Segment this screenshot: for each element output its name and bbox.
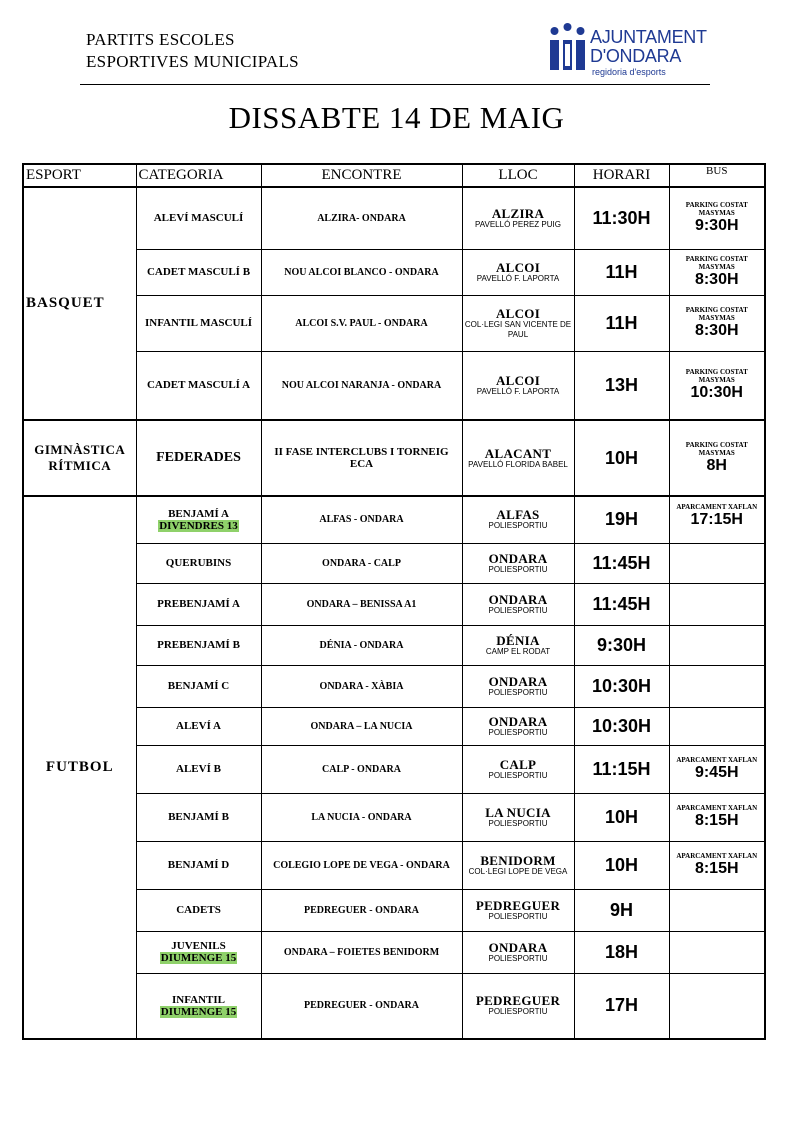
- bus-cell: [669, 351, 765, 420]
- logo-line-3: regidoria d'esports: [592, 67, 666, 77]
- bus-location: PARKING COSTAT MASYMAS: [685, 255, 748, 271]
- bus-cell: [669, 889, 765, 931]
- bus-cell: [669, 249, 765, 295]
- categoria-name: INFANTIL: [172, 993, 225, 1006]
- logo-line-1: AJUNTAMENT: [590, 27, 707, 47]
- lloc-cell: [462, 745, 574, 793]
- bus-time: 8H: [706, 457, 727, 474]
- categoria-date-badge: DIVENDRES 13: [159, 519, 238, 532]
- lloc-name: ALCOI: [495, 259, 541, 275]
- bus-cell: [669, 745, 765, 793]
- lloc-name: BENIDORM: [480, 852, 556, 868]
- categoria-cell: PREBENJAMÍ A: [136, 583, 261, 625]
- bus-location: APARCAMENT XAFLAN: [676, 503, 758, 511]
- bus-location: PARKING COSTAT MASYMAS: [685, 306, 748, 322]
- bus-location: PARKING COSTAT MASYMAS: [685, 201, 748, 218]
- encontre-cell: II FASE INTERCLUBS I TORNEIG ECA: [261, 420, 462, 496]
- sport-gimnastica: [23, 420, 136, 496]
- lloc-cell: [462, 496, 574, 543]
- categoria-cell: CADET MASCULÍ A: [136, 351, 261, 420]
- lloc-cell: [462, 889, 574, 931]
- horari-cell: 10:30H: [574, 665, 669, 707]
- encontre-cell: ONDARA - CALP: [261, 543, 462, 583]
- categoria-name: JUVENILS: [171, 940, 226, 952]
- encontre-cell: ALCOI S.V. PAUL - ONDARA: [261, 295, 462, 351]
- horari-cell: 11:45H: [574, 543, 669, 583]
- horari-cell: 10H: [574, 793, 669, 841]
- categoria-cell: BENJAMÍ D: [136, 841, 261, 889]
- encontre-cell: ONDARA – LA NUCIA: [261, 707, 462, 745]
- lloc-cell: [462, 931, 574, 973]
- sport-gimnastica-line-1: GIMNÀSTICA: [34, 442, 126, 457]
- categoria-cell: FEDERADES: [136, 420, 261, 496]
- lloc-name: CALP: [499, 756, 537, 772]
- bus-time: 9:30H: [694, 217, 739, 235]
- horari-cell: 11:30H: [574, 187, 669, 249]
- bus-location: APARCAMENT XAFLAN: [676, 804, 758, 812]
- categoria-cell: [136, 931, 261, 973]
- bus-cell: [669, 931, 765, 973]
- lloc-name: PEDREGUER: [475, 897, 561, 913]
- horari-cell: 19H: [574, 496, 669, 543]
- lloc-venue: POLIESPORTIU: [488, 953, 548, 963]
- lloc-cell: [462, 420, 574, 496]
- lloc-name: ALCOI: [495, 372, 541, 388]
- bus-cell: [669, 496, 765, 543]
- horari-cell: 11H: [574, 249, 669, 295]
- bus-time: 17:15H: [690, 511, 743, 528]
- encontre-cell: ONDARA – BENISSA A1: [261, 583, 462, 625]
- lloc-name: ONDARA: [488, 713, 548, 729]
- lloc-cell: [462, 543, 574, 583]
- table-header-row: [23, 164, 765, 187]
- bus-location: PARKING COSTAT MASYMAS: [685, 368, 748, 385]
- horari-cell: 17H: [574, 973, 669, 1039]
- header-line-2: ESPORTIVES MUNICIPALS: [86, 52, 299, 71]
- lloc-name: ONDARA: [488, 550, 548, 566]
- lloc-venue: POLIESPORTIU: [488, 521, 548, 531]
- categoria-cell: PREBENJAMÍ B: [136, 625, 261, 665]
- bus-location: PARKING COSTAT MASYMAS: [685, 441, 748, 457]
- categoria-cell: [136, 496, 261, 543]
- horari-cell: 9H: [574, 889, 669, 931]
- horari-cell: 13H: [574, 351, 669, 420]
- lloc-venue: POLIESPORTIU: [488, 770, 548, 780]
- lloc-cell: [462, 973, 574, 1039]
- categoria-cell: INFANTIL MASCULÍ: [136, 295, 261, 351]
- lloc-cell: [462, 665, 574, 707]
- lloc-venue: PAVELLÓ F. LAPORTA: [476, 273, 560, 283]
- encontre-cell: LA NUCIA - ONDARA: [261, 793, 462, 841]
- lloc-name: ALZIRA: [491, 205, 545, 221]
- encontre-cell: DÉNIA - ONDARA: [261, 625, 462, 665]
- table-row: [23, 187, 765, 249]
- encontre-cell: CALP - ONDARA: [261, 745, 462, 793]
- horari-cell: 10H: [574, 420, 669, 496]
- encontre-cell: PEDREGUER - ONDARA: [261, 973, 462, 1039]
- table-row: [23, 420, 765, 496]
- encontre-cell: COLEGIO LOPE DE VEGA - ONDARA: [261, 841, 462, 889]
- lloc-name: ALACANT: [484, 445, 552, 461]
- page-title: DISSABTE 14 DE MAIG: [228, 100, 565, 135]
- lloc-name: ALCOI: [495, 305, 541, 321]
- lloc-venue: POLIESPORTIU: [488, 727, 548, 737]
- lloc-name: ONDARA: [488, 591, 548, 607]
- lloc-cell: [462, 187, 574, 249]
- logo-line-2: D'ONDARA: [590, 46, 682, 66]
- categoria-cell: CADET MASCULÍ B: [136, 249, 261, 295]
- bus-cell: [669, 420, 765, 496]
- lloc-venue: PAVELLÓ PEREZ PUIG: [475, 219, 561, 229]
- horari-cell: 11:45H: [574, 583, 669, 625]
- sport-futbol: FUTBOL: [23, 496, 136, 1039]
- header-org: [86, 29, 299, 73]
- lloc-venue: CAMP EL RODAT: [485, 646, 551, 656]
- bus-time: 8:15H: [694, 860, 739, 877]
- sport-basquet: BASQUET: [23, 187, 136, 420]
- col-header-lloc: LLOC: [462, 164, 574, 187]
- encontre-cell: ALZIRA- ONDARA: [261, 187, 462, 249]
- categoria-cell: BENJAMÍ C: [136, 665, 261, 707]
- encontre-cell: ONDARA – FOIETES BENIDORM: [261, 931, 462, 973]
- header-line-1: PARTITS ESCOLES: [86, 30, 235, 49]
- bus-cell: [669, 295, 765, 351]
- bus-location: APARCAMENT XAFLAN: [676, 756, 758, 764]
- lloc-venue: PAVELLÓ F. LAPORTA: [476, 386, 560, 396]
- encontre-cell: NOU ALCOI NARANJA - ONDARA: [261, 351, 462, 420]
- lloc-cell: [462, 625, 574, 665]
- bus-cell: [669, 543, 765, 583]
- lloc-venue: PAVELLÓ FLORIDA BABEL: [468, 459, 568, 469]
- lloc-venue: POLIESPORTIU: [488, 564, 548, 574]
- bus-location: APARCAMENT XAFLAN: [676, 852, 758, 860]
- lloc-cell: [462, 793, 574, 841]
- lloc-name: DÉNIA: [496, 632, 540, 648]
- bus-cell: [669, 625, 765, 665]
- lloc-cell: [462, 295, 574, 351]
- encontre-cell: ONDARA - XÀBIA: [261, 665, 462, 707]
- lloc-venue: POLIESPORTIU: [488, 1007, 548, 1017]
- categoria-cell: [136, 973, 261, 1039]
- ondara-emblem-icon: [548, 22, 588, 74]
- categoria-date-badge: DIUMENGE 15: [160, 952, 237, 964]
- lloc-cell: [462, 841, 574, 889]
- lloc-venue: COL·LEGI SAN VICENTE DE PAUL: [464, 319, 572, 339]
- categoria-name: BENJAMÍ A: [168, 507, 229, 520]
- bus-cell: [669, 707, 765, 745]
- bus-cell: [669, 793, 765, 841]
- ajuntament-logo: [548, 22, 718, 78]
- categoria-date-badge: DIUMENGE 15: [160, 1005, 237, 1018]
- bus-time: 9:45H: [694, 764, 739, 781]
- horari-cell: 10H: [574, 841, 669, 889]
- categoria-cell: CADETS: [136, 889, 261, 931]
- lloc-name: ALFAS: [496, 507, 540, 523]
- col-header-horari: HORARI: [574, 164, 669, 187]
- categoria-cell: BENJAMÍ B: [136, 793, 261, 841]
- lloc-name: ONDARA: [488, 673, 548, 689]
- lloc-venue: COL·LEGI LOPE DE VEGA: [468, 866, 568, 876]
- lloc-cell: [462, 583, 574, 625]
- col-header-encontre: ENCONTRE: [261, 164, 462, 187]
- lloc-venue: POLIESPORTIU: [488, 605, 548, 615]
- horari-cell: 11:15H: [574, 745, 669, 793]
- lloc-name: PEDREGUER: [475, 993, 561, 1009]
- lloc-name: ONDARA: [488, 939, 548, 955]
- horari-cell: 18H: [574, 931, 669, 973]
- lloc-venue: POLIESPORTIU: [488, 687, 548, 697]
- lloc-venue: POLIESPORTIU: [488, 818, 548, 828]
- col-header-esport: ESPORT: [23, 164, 136, 187]
- schedule-table: [22, 163, 766, 1040]
- lloc-cell: [462, 249, 574, 295]
- lloc-cell: [462, 707, 574, 745]
- bus-cell: [669, 187, 765, 249]
- horari-cell: 9:30H: [574, 625, 669, 665]
- col-header-categoria: CATEGORIA: [136, 164, 261, 187]
- categoria-cell: ALEVÍ B: [136, 745, 261, 793]
- bus-time: 8:15H: [694, 812, 739, 829]
- table-row: [23, 496, 765, 543]
- encontre-cell: NOU ALCOI BLANCO - ONDARA: [261, 249, 462, 295]
- encontre-cell: PEDREGUER - ONDARA: [261, 889, 462, 931]
- bus-time: 10:30H: [690, 384, 743, 402]
- bus-time: 8:30H: [694, 271, 739, 288]
- header-divider: [80, 84, 710, 85]
- horari-cell: 10:30H: [574, 707, 669, 745]
- horari-cell: 11H: [574, 295, 669, 351]
- lloc-cell: [462, 351, 574, 420]
- bus-cell: [669, 583, 765, 625]
- encontre-cell: ALFAS - ONDARA: [261, 496, 462, 543]
- lloc-venue: POLIESPORTIU: [488, 911, 548, 921]
- lloc-name: LA NUCIA: [485, 804, 551, 820]
- col-header-bus: BUS: [669, 164, 765, 187]
- categoria-cell: QUERUBINS: [136, 543, 261, 583]
- bus-cell: [669, 973, 765, 1039]
- categoria-cell: ALEVÍ A: [136, 707, 261, 745]
- bus-time: 8:30H: [694, 322, 739, 339]
- bus-cell: [669, 665, 765, 707]
- bus-cell: [669, 841, 765, 889]
- sport-gimnastica-line-2: RÍTMICA: [48, 458, 112, 473]
- categoria-cell: ALEVÍ MASCULÍ: [136, 187, 261, 249]
